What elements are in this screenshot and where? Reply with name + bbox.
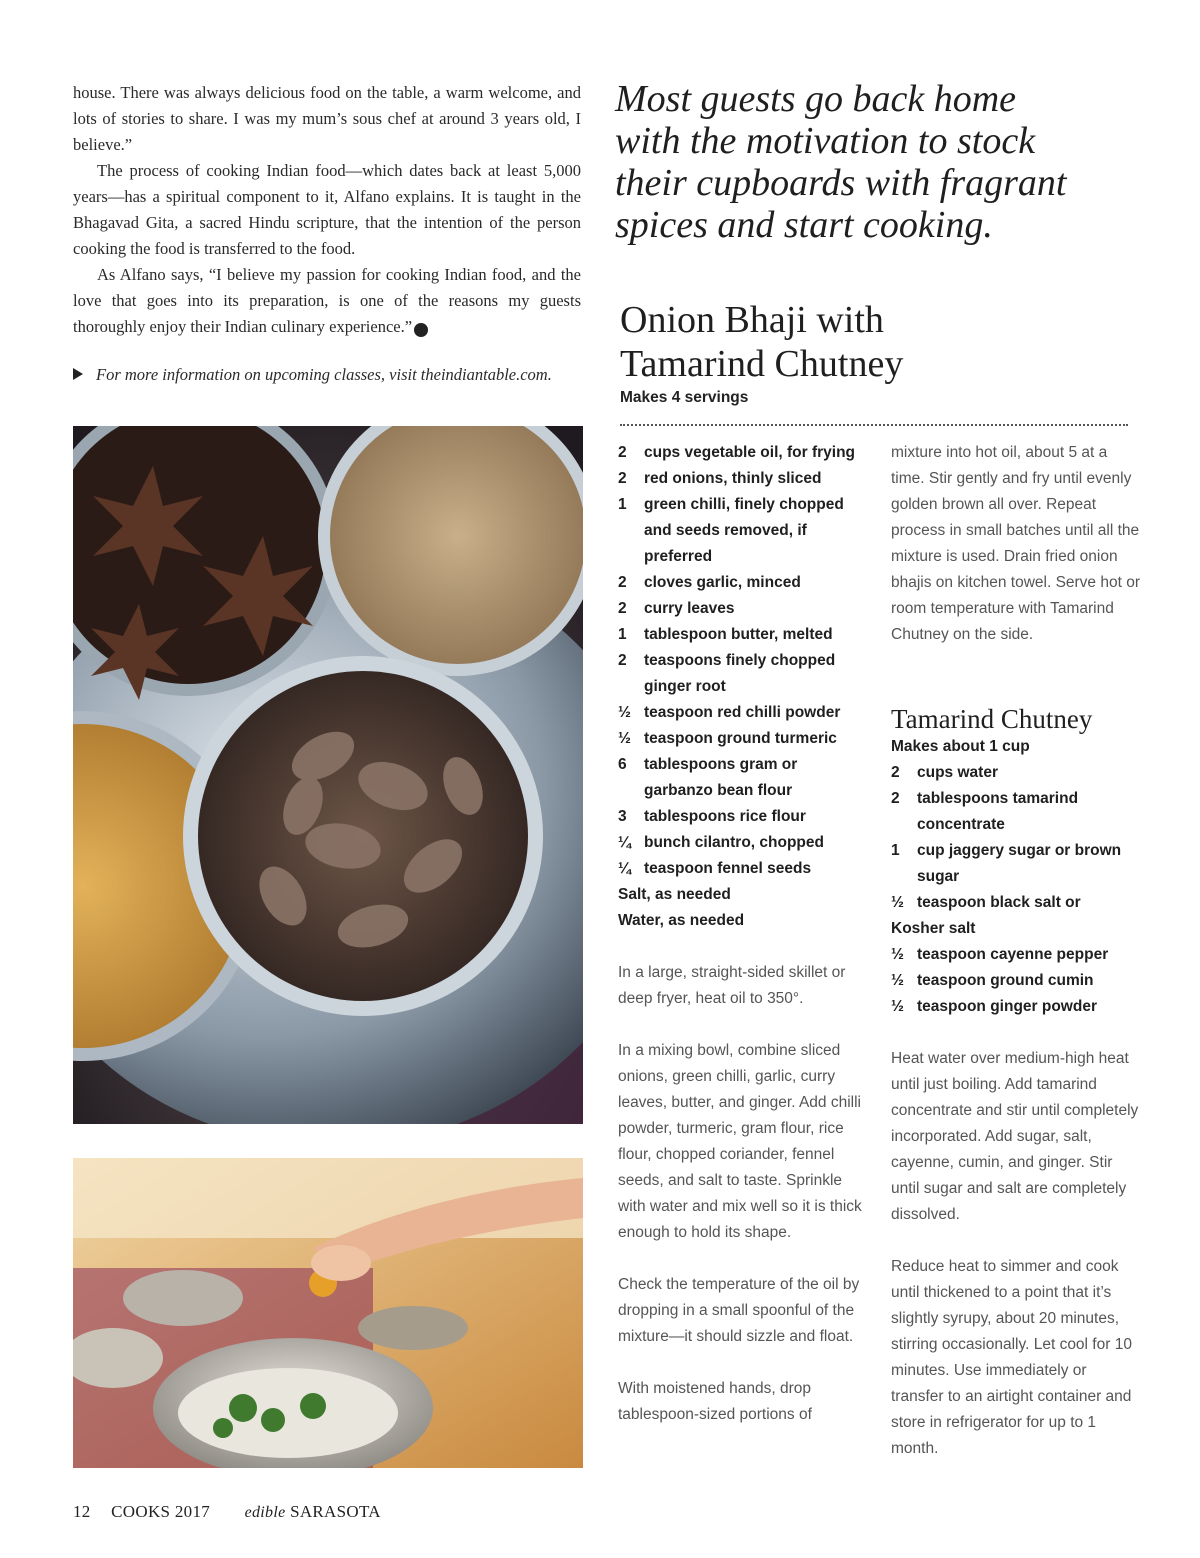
recipe-title-line: Tamarind Chutney: [620, 343, 904, 385]
ingredient-item: [891, 838, 1141, 890]
ingredient-qty: 2: [891, 764, 900, 781]
recipe-column-right: [891, 440, 1141, 1462]
ingredient-item: [618, 440, 868, 466]
ingredient-text: bunch cilantro, chopped: [644, 834, 824, 851]
ingredient-item: [618, 804, 868, 830]
ingredient-list: [618, 440, 868, 882]
pull-quote-line: their cupboards with fragrant: [615, 162, 1067, 204]
ingredient-qty: 2: [618, 444, 627, 461]
page-footer: [73, 1502, 381, 1522]
ingredient-qty: ½: [891, 998, 904, 1015]
ingredient-qty: 3: [618, 808, 627, 825]
spice-tin-illustration: [73, 426, 583, 1124]
ingredient-text: Water, as needed: [618, 912, 745, 929]
ingredient-text: teaspoon cayenne pepper: [917, 946, 1109, 963]
chutney-ingredient-list: [891, 942, 1141, 1020]
article-paragraph: house. There was always delicious food on the table, a warm welcome, and lots of stories to share. I was my mum’s sous chef at around 3 years old, I believe.”: [73, 83, 581, 154]
ingredient-qty: ½: [891, 894, 904, 911]
ingredient-qty: 1: [618, 496, 627, 513]
ingredient-item: [618, 492, 868, 570]
chutney-ingredient-list: [891, 760, 1141, 916]
ingredient-text: Kosher salt: [891, 920, 976, 937]
ingredient-item: [618, 908, 868, 934]
ingredient-item: [618, 752, 868, 804]
ingredient-item: [618, 596, 868, 622]
page-number: 12: [73, 1502, 91, 1521]
ingredient-text: teaspoon ground cumin: [917, 972, 1094, 989]
ingredient-text: teaspoon red chilli powder: [644, 704, 841, 721]
ingredient-text: curry leaves: [644, 600, 735, 617]
ingredient-item: [618, 622, 868, 648]
ingredient-qty: 2: [618, 652, 627, 669]
ingredient-qty: 2: [891, 790, 900, 807]
ingredient-item: [618, 700, 868, 726]
recipe-servings: Makes 4 servings: [620, 389, 749, 406]
ingredient-item: [891, 942, 1141, 968]
ingredient-text: cup jaggery sugar or brown sugar: [917, 842, 1122, 885]
ingredient-item: [618, 856, 868, 882]
ingredient-text: teaspoon ground turmeric: [644, 730, 837, 747]
ingredient-qty: ½: [618, 730, 631, 747]
chutney-yield: Makes about 1 cup: [891, 738, 1030, 755]
ingredient-text: teaspoon ginger powder: [917, 998, 1097, 1015]
triangle-bullet-icon: [73, 368, 83, 380]
pull-quote-line: with the motivation to stock: [615, 120, 1036, 162]
more-info-text: For more information on upcoming classes, visit theindiantable.com.: [96, 365, 552, 384]
pull-quote-line: spices and start cooking.: [615, 204, 993, 246]
ingredient-text: cloves garlic, minced: [644, 574, 801, 591]
magazine-name: SARASOTA: [290, 1502, 381, 1521]
cooking-class-photo: [73, 1158, 583, 1468]
recipe-step: Check the temperature of the oil by dropping in a small spoonful of the mixture—it should sizzle and float.: [618, 1276, 860, 1345]
ingredient-item: [618, 466, 868, 492]
spice-tin-photo: [73, 426, 583, 1124]
recipe-step: In a large, straight-sided skillet or deep fryer, heat oil to 350°.: [618, 964, 846, 1007]
ingredient-qty: 2: [618, 574, 627, 591]
cooking-illustration: [73, 1158, 583, 1468]
chutney-step: Heat water over medium-high heat until just boiling. Add tamarind concentrate and stir until completely incorporated. Add sugar, salt, cayenne, cumin, and ginger. Stir until sugar and salt are completely dissolved.: [891, 1050, 1139, 1223]
ingredient-text: green chilli, finely chopped and seeds removed, if preferred: [644, 496, 844, 565]
article-body: [73, 80, 581, 388]
ingredient-item: [891, 916, 1141, 942]
ingredient-text: tablespoon butter, melted: [644, 626, 833, 643]
ingredient-text: teaspoon black salt or: [917, 894, 1081, 911]
ingredient-item: [618, 726, 868, 752]
dotted-divider: [620, 424, 1128, 426]
ingredient-text: teaspoon fennel seeds: [644, 860, 812, 877]
more-info-note: [73, 362, 581, 388]
ingredient-item: [618, 882, 868, 908]
ingredient-qty: 2: [618, 600, 627, 617]
ingredient-text: cups water: [917, 764, 998, 781]
ingredient-text: tablespoons rice flour: [644, 808, 806, 825]
ingredient-item: [618, 830, 868, 856]
ingredient-item: [891, 786, 1141, 838]
ingredient-text: cups vegetable oil, for frying: [644, 444, 856, 461]
recipe-step: mixture into hot oil, about 5 at a time. Stir gently and fry until evenly golden brown all over. Repeat process in small batches until all the mixture is used. Drain fried onion bhajis on kitchen towel. Serve hot or room temperature with Tamarind Chutney on the side.: [891, 444, 1140, 643]
ingredient-item: [618, 648, 868, 700]
recipe-title-line: Onion Bhaji with: [620, 299, 884, 341]
article-paragraph: [73, 262, 581, 340]
ingredient-qty: 1: [891, 842, 900, 859]
ingredient-text: Salt, as needed: [618, 886, 731, 903]
ingredient-text: teaspoons finely chopped ginger root: [644, 652, 836, 695]
end-mark-icon: e: [414, 323, 428, 337]
recipe-title: [620, 298, 1180, 386]
magazine-edible: edible: [244, 1504, 286, 1521]
ingredient-item: [891, 760, 1141, 786]
article-paragraph-text: As Alfano says, “I believe my passion for cooking Indian food, and the love that goes into its preparation, is one of the reasons my guests thoroughly enjoy their Indian culinary experience.”: [73, 265, 581, 336]
ingredient-qty: ¼: [618, 834, 631, 851]
ingredient-text: tablespoons gram or garbanzo bean flour: [644, 756, 798, 799]
ingredient-item: [891, 968, 1141, 994]
recipe-step: In a mixing bowl, combine sliced onions, green chilli, garlic, curry leaves, butter, and ginger. Add chilli powder, turmeric, gram flour, rice flour, chopped coriander, fennel seeds, and salt to taste. Sprinkle with water and mix well so it is thick enough to hold its shape.: [618, 1042, 862, 1241]
recipe-column-left: [618, 440, 868, 1428]
pull-quote-line: Most guests go back home: [615, 78, 1017, 120]
ingredient-text: red onions, thinly sliced: [644, 470, 822, 487]
ingredient-item: [618, 570, 868, 596]
ingredient-item: [891, 994, 1141, 1020]
issue-label: COOKS 2017: [111, 1502, 211, 1521]
ingredient-qty: 6: [618, 756, 627, 773]
ingredient-qty: ½: [891, 972, 904, 989]
ingredient-qty: ½: [891, 946, 904, 963]
article-paragraph: The process of cooking Indian food—which dates back at least 5,000 years—has a spiritual component to it, Alfano explains. It is taught in the Bhagavad Gita, a sacred Hindu scripture, that the intention of the person cooking the food is transferred to the food.: [73, 161, 581, 258]
ingredient-text: tablespoons tamarind concentrate: [917, 790, 1079, 833]
ingredient-qty: ½: [618, 704, 631, 721]
recipe-step: With moistened hands, drop tablespoon-sized portions of: [618, 1380, 812, 1423]
ingredient-qty: 1: [618, 626, 627, 643]
chutney-step: Reduce heat to simmer and cook until thickened to a point that it’s slightly syrupy, about 20 minutes, stirring occasionally. Let cool for 10 minutes. Use immediately or transfer to an airtight container and store in refrigerator for up to 1 month.: [891, 1258, 1132, 1457]
ingredient-qty: 2: [618, 470, 627, 487]
chutney-title: Tamarind Chutney: [891, 704, 1093, 734]
pull-quote: [615, 78, 1175, 246]
ingredient-item: [891, 890, 1141, 916]
ingredient-qty: ¼: [618, 860, 631, 877]
